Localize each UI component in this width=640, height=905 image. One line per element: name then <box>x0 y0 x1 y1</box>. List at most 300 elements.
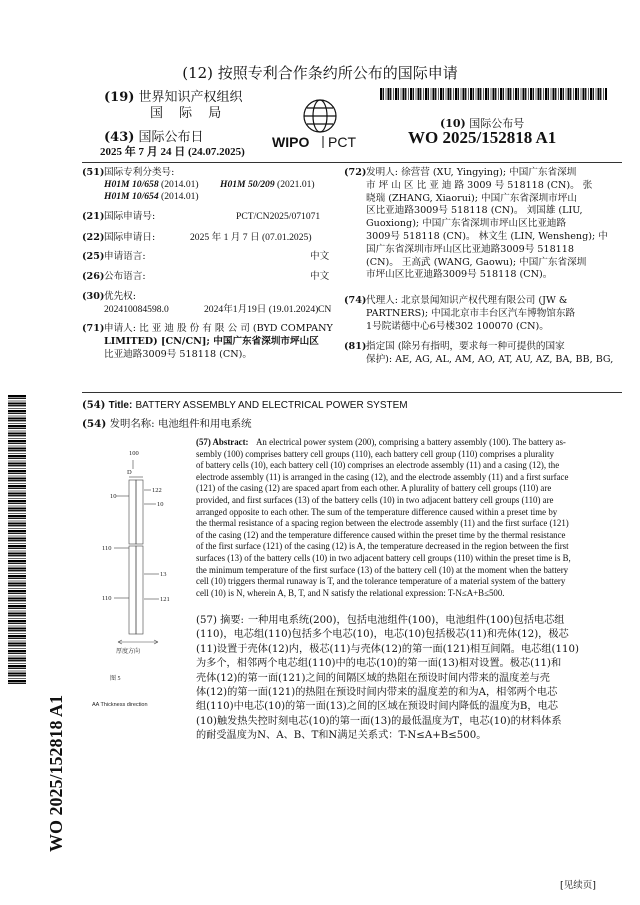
barcode-bar <box>548 88 549 100</box>
field-26 <box>82 271 146 284</box>
barcode-bar <box>408 88 409 100</box>
fig-caption: 图 5 <box>110 676 121 682</box>
org-name-text: 世界知识产权组织 <box>138 90 243 105</box>
field-71-line-3: 比亚迪路3009号 518118 (CN)。 <box>104 349 252 360</box>
barcode-bar <box>8 555 26 556</box>
barcode-bar <box>506 88 507 100</box>
field-21-label: 国际申请号: <box>104 211 156 222</box>
barcode-bar <box>8 410 26 412</box>
f72-lines-line: 国广东省深圳市坪山区比亚迪路3009号 518118 <box>366 243 574 255</box>
barcode-bar <box>8 598 26 600</box>
abstract-cn-line: 的耐受温度为N、A、B、T和N满足关系式：T-N≤A+B≤500。 <box>196 730 487 742</box>
field-72-num-text: (72) <box>344 167 367 178</box>
barcode-bar <box>8 543 26 544</box>
barcode-bar <box>553 88 555 100</box>
barcode-bar <box>8 563 26 564</box>
abstract-en-line: An electrical power system (200), comprising a battery assembly (100). The battery as- <box>256 437 566 447</box>
barcode-bar <box>446 88 447 100</box>
barcode-bar <box>470 88 472 100</box>
title-en-text: BATTERY ASSEMBLY AND ELECTRICAL POWER SYSTEM <box>135 400 408 411</box>
priority-date: 2024年1月19日 (19.01.2024) <box>204 304 319 315</box>
barcode-bar <box>8 435 26 436</box>
barcode-bar <box>8 480 26 481</box>
barcode-bar <box>8 630 26 631</box>
document-heading: (12) 按照专利合作条约所公布的国际申请 <box>182 64 458 82</box>
barcode-bar <box>383 88 384 100</box>
barcode-bar <box>8 525 26 526</box>
fig-label-122: 122 <box>152 487 162 494</box>
barcode-bar <box>8 568 26 570</box>
field-21 <box>82 211 155 224</box>
barcode-bar <box>540 88 541 100</box>
field-22-num: (22) <box>82 232 105 243</box>
ipc-date-2: (2021.01) <box>277 179 315 190</box>
f72-lines-line: Guoxiong); 中国广东省深圳市坪山区比亚迪路 <box>366 218 567 230</box>
barcode-bar <box>8 680 26 682</box>
field-22-value: 2025 年 1 月 7 日 (07.01.2025) <box>190 232 312 243</box>
abstract-cn-line: 壳体(12)的第一面(121)之间的间隔区域的热阻在预设时间内带来的温度差与壳 <box>196 672 550 684</box>
barcode-bar <box>8 545 26 547</box>
barcode-bar <box>560 88 562 100</box>
barcode-bar <box>8 548 26 549</box>
barcode-bar <box>558 88 559 100</box>
fig-label-110b: 110 <box>102 595 112 602</box>
pub-date-num: (43) <box>104 130 135 145</box>
abstract-en-line: of the casing (12) and the temperature difference caused within the preset time by the thermal resistance <box>196 529 566 540</box>
pct-logo-text: PCT <box>328 134 356 150</box>
barcode-bar <box>8 468 26 469</box>
abstract-cn-line: (110)，电芯组(110)包括多个电芯(10)，电芯(10)包括极芯(11)和壳体(12)，极芯 <box>196 629 569 641</box>
field-71 <box>82 323 333 336</box>
barcode-bar <box>503 88 504 100</box>
barcode-bar <box>8 578 26 579</box>
field-72-num <box>344 167 366 180</box>
barcode-bar <box>8 493 26 495</box>
barcode-bar <box>8 645 26 646</box>
barcode-bar <box>8 536 26 537</box>
barcode-bar <box>8 440 26 442</box>
barcode-bar <box>498 88 499 100</box>
field-26-label: 公布语言: <box>104 271 146 282</box>
abstract-cn-line: 组(110)中电芯(10)的第一面(13)之间的区域在预设时间内降低的温度为B，电芯 <box>196 701 558 713</box>
field-51-num: (51) <box>82 167 105 178</box>
field-25-label: 申请语言: <box>104 251 146 262</box>
barcode-bar <box>8 473 26 474</box>
barcode-bar <box>388 88 390 100</box>
f72-lines-line: 发明人: 徐营营 (XU, Yingying); 中国广东省深圳 <box>366 167 577 178</box>
pub-date: 2025 年 7 月 24 日 (24.07.2025) <box>100 146 245 158</box>
field-21-value: PCT/CN2025/071071 <box>236 211 321 222</box>
barcode-bar <box>8 613 26 615</box>
barcode-bar <box>438 88 439 100</box>
barcode-bar <box>8 483 26 484</box>
barcode-bar <box>585 88 586 100</box>
fig-cell-1-right <box>136 480 143 544</box>
barcode-bar <box>8 671 26 672</box>
barcode-bar <box>416 88 417 100</box>
barcode-bar <box>461 88 462 100</box>
header-divider <box>82 162 622 163</box>
barcode-bar <box>551 88 552 100</box>
barcode-bar <box>518 88 519 100</box>
barcode-bar <box>8 438 26 439</box>
field-51-label: 国际专利分类号: <box>104 167 175 178</box>
barcode-bar <box>8 521 26 522</box>
fields-divider <box>82 392 622 393</box>
barcode-bar <box>583 88 585 100</box>
title-en-label: Title: <box>108 400 133 411</box>
barcode-bar <box>480 88 481 100</box>
fig-label-13: 13 <box>160 571 167 578</box>
barcode-bar <box>508 88 510 100</box>
barcode-bar <box>8 503 26 504</box>
barcode-bar <box>8 428 26 429</box>
barcode-bar <box>8 518 26 519</box>
barcode-bar <box>8 635 26 637</box>
abstract-en-line: of the first surface (121) of the casing (12) is A, the temperature decreased in the region between the first <box>196 541 569 552</box>
barcode-bar <box>543 88 544 100</box>
barcode-bar <box>493 88 495 100</box>
barcode-bar <box>458 88 459 100</box>
fig-cell-1-left <box>129 480 136 544</box>
ipc-class-2: H01M 50/209 <box>220 179 275 190</box>
f74-lines-line: PARTNERS); 中国北京市丰台区汽车博物馆东路 <box>366 307 576 319</box>
barcode-bar <box>8 603 26 604</box>
barcode-bar <box>8 581 26 582</box>
barcode-bar <box>8 523 26 525</box>
barcode-bar <box>538 88 540 100</box>
barcode-bar <box>8 620 26 622</box>
barcode-bar <box>523 88 525 100</box>
barcode-top <box>380 88 605 100</box>
barcode-bar <box>8 398 26 399</box>
barcode-bar <box>8 433 26 435</box>
barcode-bar <box>401 88 402 100</box>
f74-lines-line: 代理人: 北京景闻知识产权代理有限公司 (JW & <box>366 295 568 306</box>
barcode-bar <box>530 88 532 100</box>
barcode-bar <box>8 558 26 559</box>
barcode-bar <box>8 498 26 499</box>
barcode-bar <box>8 528 26 529</box>
figure-5 <box>88 446 188 708</box>
barcode-bar <box>8 431 26 432</box>
barcode-bar <box>8 683 26 684</box>
abstract-en-line: cell (10) is N, wherein A, B, T, and N satisfy the relational expression: T-N≤A+B≤500. <box>196 587 505 598</box>
barcode-bar <box>8 540 26 541</box>
fig-thickness-en: AA Thickness direction <box>92 702 148 708</box>
barcode-bar <box>8 461 26 462</box>
barcode-bar <box>545 88 547 100</box>
barcode-bar <box>510 88 511 100</box>
barcode-bar <box>485 88 487 100</box>
barcode-bar <box>8 403 26 405</box>
barcode-bar <box>418 88 420 100</box>
field-71-line-1: 申请人: 比 亚 迪 股 份 有 限 公 司 (BYD COMPANY <box>104 323 333 334</box>
title-cn-text: 电池组件和用电系统 <box>158 418 252 430</box>
abstract-cn-line: 一种用电系统(200)，包括电池组件(100)，电池组件(100)包括电芯组 <box>248 615 565 626</box>
barcode-bar <box>465 88 466 100</box>
field-71-num: (71) <box>82 323 105 334</box>
fig-label-10a: 10 <box>110 493 117 500</box>
barcode-bar <box>405 88 406 100</box>
abstract-en-line: cell (10) triggers thermal runaway is T, and the tolerance temperature of a material system of the battery <box>196 576 566 587</box>
barcode-bar <box>8 408 26 409</box>
barcode-bar <box>8 611 26 612</box>
barcode-bar <box>386 88 387 100</box>
barcode-bar <box>8 485 26 487</box>
fig-label-D: D <box>127 469 132 476</box>
barcode-bar <box>8 583 26 585</box>
barcode-bar <box>568 88 570 100</box>
field-26-value: 中文 <box>310 271 330 282</box>
barcode-bar <box>8 448 26 450</box>
barcode-bar <box>473 88 474 100</box>
barcode-bar <box>8 465 26 466</box>
field-25 <box>82 251 146 264</box>
barcode-bar <box>440 88 442 100</box>
barcode-bar <box>573 88 574 100</box>
ipc-class-1: H01M 10/658 <box>104 179 159 190</box>
f81-lines-line: 保护): AE, AG, AL, AM, AO, AT, AU, AZ, BA, BB, BG, <box>366 353 614 365</box>
barcode-bar <box>398 88 399 100</box>
wipo-logo <box>270 98 370 152</box>
barcode-bar <box>8 608 26 609</box>
barcode-bar <box>8 515 26 517</box>
barcode-bar <box>533 88 534 100</box>
field-30-num: (30) <box>82 291 105 302</box>
fig-cell-2-right <box>136 546 143 634</box>
f81-lines-line: 指定国 (除另有指明，要求每一种可提供的国家 <box>366 341 565 352</box>
barcode-bar <box>8 510 26 511</box>
barcode-bar <box>8 500 26 502</box>
barcode-bar <box>8 463 26 465</box>
barcode-bar <box>588 88 589 100</box>
title-cn-num: (54) <box>82 418 107 430</box>
field-81-num-text: (81) <box>344 341 367 352</box>
barcode-bar <box>8 673 26 675</box>
barcode-bar <box>8 491 26 492</box>
barcode-bar <box>395 88 397 100</box>
barcode-bar <box>423 88 424 100</box>
barcode-bar <box>8 596 26 597</box>
abstract-en-line: the minimum temperature of the first surface (13) of the battery cell (10) at the moment when the battery <box>196 564 569 575</box>
f72-lines-line: 区比亚迪路3009号 518118 (CN)。 刘国雄 (LIU, <box>366 205 583 217</box>
barcode-bar <box>8 553 26 555</box>
pubno-num: (10) <box>440 117 466 130</box>
pub-date-label-text: 国际公布日 <box>138 130 204 145</box>
field-51 <box>82 167 174 180</box>
field-22 <box>82 232 155 245</box>
title-en-num: (54) <box>82 400 106 411</box>
title-en <box>82 400 408 413</box>
ipc-date-1: (2014.01) <box>161 179 199 190</box>
field-22-label: 国际申请日: <box>104 232 156 243</box>
barcode-bar <box>390 88 391 100</box>
side-publication-number: WO 2025/152818 A1 <box>46 694 66 852</box>
barcode-bar <box>590 88 592 100</box>
barcode-bar <box>603 88 604 100</box>
barcode-bar <box>570 88 571 100</box>
abstract-cn-label: (57) 摘要: <box>196 615 244 626</box>
field-25-value: 中文 <box>310 251 330 262</box>
barcode-bar <box>8 605 26 607</box>
barcode-bar <box>593 88 594 100</box>
barcode-bar <box>8 656 26 657</box>
barcode-bar <box>8 653 26 654</box>
barcode-bar <box>513 88 514 100</box>
barcode-bar <box>8 623 26 624</box>
barcode-bar <box>463 88 465 100</box>
field-25-num: (25) <box>82 251 105 262</box>
wipo-logo-text: WIPO <box>272 134 310 150</box>
fig-label-10b: 10 <box>157 501 164 508</box>
ipc-class-3: H01M 10/654 <box>104 191 159 202</box>
barcode-bar <box>8 458 26 459</box>
barcode-bar <box>8 416 26 417</box>
bureau-label: 国 际 局 <box>150 106 228 121</box>
barcode-bar <box>425 88 427 100</box>
abstract-cn-line: (10)触发热失控时刻电芯(10)的第一面(13)的最低温度为T，电芯(10)的材料体系 <box>196 715 562 727</box>
barcode-bar <box>8 530 26 532</box>
barcode-bar <box>420 88 421 100</box>
abstract-en-line: electrode assembly (11) is arranged in the casing (12), and the electrode assembly (11) and a first surface <box>196 471 569 482</box>
barcode-bar <box>8 575 26 577</box>
barcode-bar <box>8 593 26 594</box>
barcode-bar <box>380 88 382 100</box>
barcode-bar <box>8 418 26 420</box>
barcode-bar <box>491 88 492 100</box>
priority-country: CN <box>318 304 332 315</box>
org-num: (19) <box>104 90 135 105</box>
barcode-bar <box>8 660 26 661</box>
barcode-bar <box>488 88 489 100</box>
barcode-bar <box>605 88 607 100</box>
barcode-bar <box>8 450 26 451</box>
barcode-bar <box>8 643 26 645</box>
barcode-bar <box>8 513 26 514</box>
f74-lines-line: 1号院诺德中心6号楼302 100070 (CN)。 <box>366 320 549 332</box>
abstract-en-line: sembly (100) comprises battery cell groups (110), each battery cell group (110) comprises a plurality <box>196 448 554 459</box>
barcode-bar <box>8 453 26 454</box>
barcode-bar <box>8 405 26 406</box>
barcode-bar <box>8 455 26 457</box>
barcode-bar <box>563 88 564 100</box>
barcode-bar <box>8 551 26 552</box>
barcode-bar <box>525 88 526 100</box>
barcode-bar <box>555 88 556 100</box>
barcode-bar <box>443 88 444 100</box>
field-30 <box>82 291 136 304</box>
field-26-num: (26) <box>82 271 105 282</box>
barcode-bar <box>435 88 436 100</box>
barcode-bar <box>8 478 26 480</box>
fig-cell-2-left <box>129 546 136 634</box>
barcode-bar <box>8 663 26 664</box>
abstract-en-line: provided, and first surfaces (13) of the battery cells (10) in two adjacent battery cell groups (110) are <box>196 495 554 505</box>
barcode-bar <box>8 658 26 660</box>
f72-lines-line: (CN)。 王高武 (WANG, Gaowu); 中国广东省深圳 <box>366 256 587 268</box>
abstract-en-line: surfaces (13) of the battery cells (10) in two adjacent battery cell groups (110) within the preset time is B, <box>196 553 571 563</box>
abstract-en-line: (121) of the casing (12) are spaced apart from each other. A plurality of battery cell groups (110) are <box>196 483 552 494</box>
barcode-bar <box>581 88 582 100</box>
barcode-bar <box>8 476 26 477</box>
barcode-bar <box>8 588 26 589</box>
barcode-bar <box>8 420 26 421</box>
abstract-cn-line: 体(12)的第一面(121)的热阻在预设时间内带来的温度差的和为A，相邻两个电芯 <box>196 687 558 698</box>
fig-label-121: 121 <box>160 596 170 603</box>
barcode-bar <box>478 88 480 100</box>
fig-label-100: 100 <box>129 450 139 457</box>
barcode-bar <box>8 446 26 447</box>
barcode-bar <box>468 88 469 100</box>
barcode-bar <box>8 626 26 627</box>
abstract-en-line: of battery cells (10), each battery cell (10) comprises an electrode assembly (11) and a casing (12), the <box>196 460 560 471</box>
barcode-bar <box>8 675 26 676</box>
barcode-bar <box>8 573 26 574</box>
barcode-bar <box>521 88 522 100</box>
ipc-date-3: (2014.01) <box>161 191 199 202</box>
barcode-bar <box>8 560 26 562</box>
barcode-side <box>8 395 26 683</box>
title-cn <box>82 418 252 431</box>
barcode-bar <box>8 538 26 540</box>
continued-note: [见续页] <box>560 880 596 891</box>
abstract-cn-line: 为多个，相邻两个电芯组(110)中的电芯(10)的第一面(13)相对设置。极芯(11)和 <box>196 658 562 670</box>
publication-number: WO 2025/152818 A1 <box>408 128 557 147</box>
barcode-bar <box>455 88 457 100</box>
barcode-bar <box>8 585 26 586</box>
barcode-bar <box>8 628 26 630</box>
ipc-line-2 <box>220 179 315 192</box>
f72-lines-line: 市坪山区比亚迪路3009号 518118 (CN)。 <box>366 269 553 281</box>
abstract-en-line: the thermal resistance of a spacing region between the electrode assembly (11) and the first surface (121) <box>196 518 569 529</box>
field-74-num-text: (74) <box>344 295 367 306</box>
title-cn-label: 发明名称: <box>109 418 155 430</box>
barcode-bar <box>8 425 26 427</box>
f72-lines-line: 3009号 518118 (CN)。 林文生 (LIN, Wensheng); 中 <box>366 231 608 242</box>
field-21-num: (21) <box>82 211 105 222</box>
barcode-bar <box>598 88 600 100</box>
barcode-bar <box>413 88 414 100</box>
f72-lines-line: 晓瑞 (ZHANG, Xiaorui); 中国广东省深圳市坪山 <box>366 192 577 204</box>
abstract-en-line: arranged opposite to each other. The sum of the temperature difference caused within a preset time by <box>196 506 558 517</box>
barcode-bar <box>8 590 26 592</box>
barcode-bar <box>8 413 26 414</box>
field-81-num <box>344 341 366 354</box>
barcode-bar <box>528 88 529 100</box>
barcode-bar <box>8 641 26 642</box>
barcode-bar <box>448 88 450 100</box>
ipc-line-3 <box>104 191 199 204</box>
barcode-bar <box>8 648 26 649</box>
barcode-bar <box>8 566 26 567</box>
barcode-bar <box>515 88 517 100</box>
barcode-bar <box>596 88 597 100</box>
barcode-bar <box>450 88 451 100</box>
field-30-label: 优先权: <box>104 291 137 302</box>
barcode-bar <box>8 650 26 652</box>
f72-lines-line: 市 坪 山 区 比 亚 迪 路 3009 号 518118 (CN)。 张 <box>366 179 593 191</box>
barcode-bar <box>8 600 26 601</box>
barcode-bar <box>8 506 26 507</box>
barcode-bar <box>495 88 496 100</box>
barcode-bar <box>8 488 26 489</box>
barcode-bar <box>8 678 26 679</box>
barcode-bar <box>8 570 26 571</box>
barcode-bar <box>476 88 477 100</box>
barcode-bar <box>536 88 537 100</box>
barcode-bar <box>8 668 26 669</box>
